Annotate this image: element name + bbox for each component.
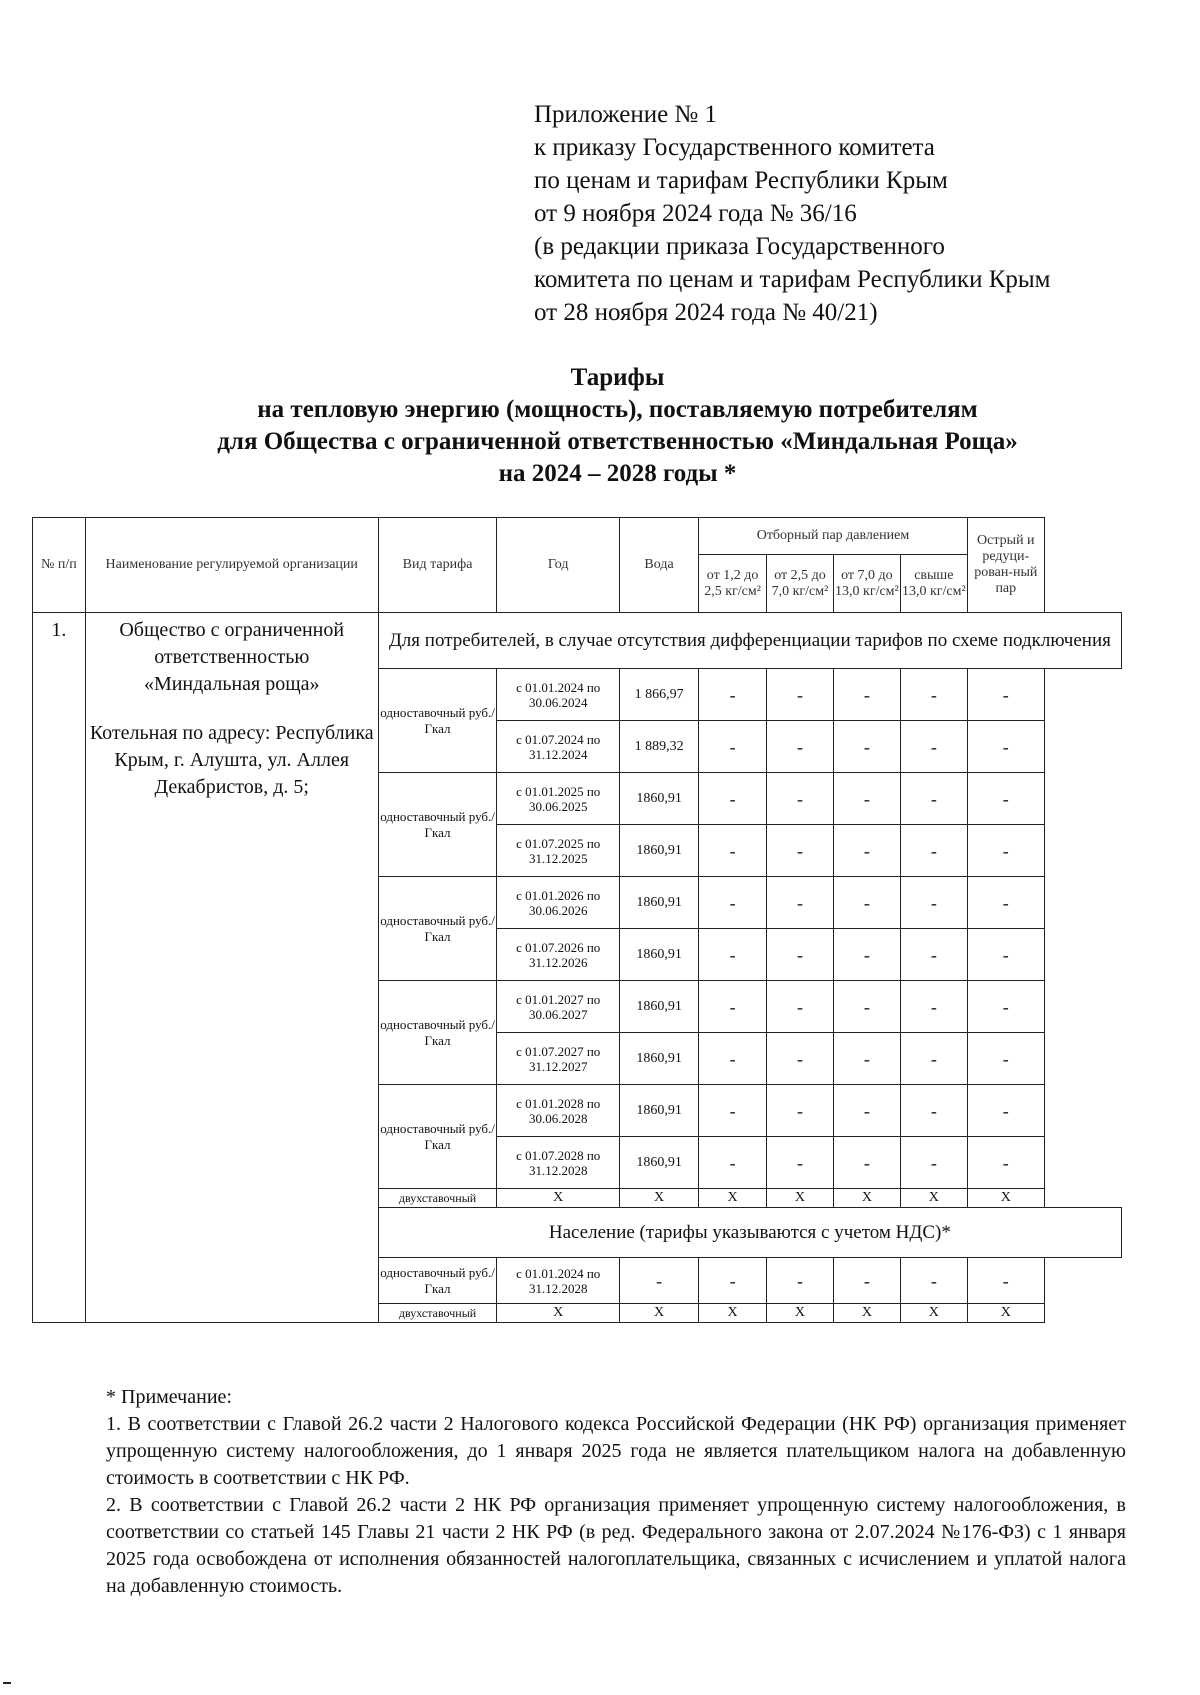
dash-cell: - xyxy=(833,773,900,825)
dash-cell: - xyxy=(699,877,767,929)
tariff-kind: двухставочный xyxy=(378,1304,497,1323)
title-line: на тепловую энергию (мощность), поставляемую потребителям xyxy=(257,396,978,423)
table-row xyxy=(33,613,1122,669)
dash-cell: - xyxy=(900,721,967,773)
period-cell: с 01.01.2024 по 31.12.2028 xyxy=(497,1258,620,1304)
dash-cell: - xyxy=(620,1258,699,1304)
title-line: Тарифы xyxy=(570,364,665,391)
title-line: для Общества с ограниченной ответственностью «Миндальная Роща» xyxy=(217,428,1018,455)
x-cell: X xyxy=(967,1189,1044,1208)
row-number: 1. xyxy=(33,613,86,1323)
dash-cell: - xyxy=(967,721,1044,773)
water-value: 1860,91 xyxy=(620,981,699,1033)
title-line: на 2024 – 2028 годы * xyxy=(498,460,737,487)
tariff-table xyxy=(32,517,1122,1323)
section-population: Население (тарифы указываются с учетом НДС)* xyxy=(378,1208,1121,1258)
water-value: 1860,91 xyxy=(620,1033,699,1085)
x-cell: X xyxy=(620,1189,699,1208)
water-value: 1860,91 xyxy=(620,877,699,929)
tariff-kind: одноставочный руб./Гкал xyxy=(378,981,497,1085)
scan-edge-mark xyxy=(3,1682,11,1684)
dash-cell: - xyxy=(767,773,834,825)
dash-cell: - xyxy=(699,1258,767,1304)
appendix-line: по ценам и тарифам Республики Крым xyxy=(534,167,948,194)
dash-cell: - xyxy=(699,929,767,981)
dash-cell: - xyxy=(900,1137,967,1189)
dash-cell: - xyxy=(767,669,834,721)
dash-cell: - xyxy=(833,825,900,877)
note-heading: * Примечание: xyxy=(106,1386,232,1408)
x-cell: X xyxy=(767,1189,834,1208)
water-value: 1860,91 xyxy=(620,773,699,825)
x-cell: X xyxy=(699,1189,767,1208)
header-year: Год xyxy=(497,518,620,613)
dash-cell: - xyxy=(699,825,767,877)
x-cell: X xyxy=(900,1189,967,1208)
dash-cell: - xyxy=(699,1033,767,1085)
dash-cell: - xyxy=(833,929,900,981)
dash-cell: - xyxy=(767,1137,834,1189)
dash-cell: - xyxy=(699,981,767,1033)
dash-cell: - xyxy=(699,1085,767,1137)
period-cell: с 01.07.2025 по 31.12.2025 xyxy=(497,825,620,877)
note-block xyxy=(106,1384,1126,1600)
header-steam-group: Отборный пар давлением xyxy=(699,518,968,555)
period-cell: с 01.07.2027 по 31.12.2027 xyxy=(497,1033,620,1085)
period-cell: с 01.07.2026 по 31.12.2026 xyxy=(497,929,620,981)
water-value: 1860,91 xyxy=(620,825,699,877)
appendix-line: от 9 ноября 2024 года № 36/16 xyxy=(534,200,857,227)
dash-cell: - xyxy=(767,721,834,773)
dash-cell: - xyxy=(967,981,1044,1033)
dash-cell: - xyxy=(833,1258,900,1304)
note-paragraph: 1. В соответствии с Главой 26.2 части 2 Налогового кодекса Российской Федерации (НК РФ) организация применяет упрощенную систему налогообложения, до 1 января 2025 года не является плательщиком налога на добавленную стоимость в соответствии с НК РФ. xyxy=(106,1413,1126,1489)
dash-cell: - xyxy=(833,1085,900,1137)
tariff-kind: одноставочный руб./Гкал xyxy=(378,669,497,773)
x-cell: X xyxy=(833,1189,900,1208)
tariff-kind: двухставочный xyxy=(378,1189,497,1208)
period-cell: с 01.07.2028 по 31.12.2028 xyxy=(497,1137,620,1189)
appendix-line: комитета по ценам и тарифам Республики Крым xyxy=(534,266,1051,293)
water-value: 1860,91 xyxy=(620,929,699,981)
x-cell: X xyxy=(833,1304,900,1323)
header-steam-2: от 2,5 до 7,0 кг/см² xyxy=(767,555,834,613)
dash-cell: - xyxy=(699,773,767,825)
dash-cell: - xyxy=(967,1258,1044,1304)
period-cell: с 01.01.2027 по 30.06.2027 xyxy=(497,981,620,1033)
dash-cell: - xyxy=(967,1033,1044,1085)
header-steam-3: от 7,0 до 13,0 кг/см² xyxy=(833,555,900,613)
dash-cell: - xyxy=(900,1258,967,1304)
x-cell: X xyxy=(967,1304,1044,1323)
dash-cell: - xyxy=(699,721,767,773)
dash-cell: - xyxy=(900,981,967,1033)
dash-cell: - xyxy=(967,669,1044,721)
dash-cell: - xyxy=(967,1085,1044,1137)
dash-cell: - xyxy=(967,929,1044,981)
org-address: Котельная по адресу: Республика Крым, г. Алушта, ул. Аллея Декабристов, д. 5; xyxy=(89,722,374,798)
dash-cell: - xyxy=(767,825,834,877)
dash-cell: - xyxy=(833,721,900,773)
dash-cell: - xyxy=(767,1085,834,1137)
dash-cell: - xyxy=(833,981,900,1033)
dash-cell: - xyxy=(767,981,834,1033)
org-cell xyxy=(85,613,378,1323)
dash-cell: - xyxy=(967,825,1044,877)
appendix-line: к приказу Государственного комитета xyxy=(534,134,935,161)
header-steam-4: свыше 13,0 кг/см² xyxy=(900,555,967,613)
dash-cell: - xyxy=(767,1258,834,1304)
appendix-line: Приложение № 1 xyxy=(534,101,718,128)
header-org-name: Наименование регулируемой организации xyxy=(85,518,378,613)
header-sharp-steam: Острый и редуци-рован-ный пар xyxy=(967,518,1044,613)
dash-cell: - xyxy=(900,877,967,929)
x-cell: X xyxy=(767,1304,834,1323)
tariff-kind: одноставочный руб./Гкал xyxy=(378,1085,497,1189)
x-cell: X xyxy=(497,1189,620,1208)
section-consumers: Для потребителей, в случае отсутствия дифференциации тарифов по схеме подключения xyxy=(378,613,1121,669)
water-value: 1860,91 xyxy=(620,1137,699,1189)
dash-cell: - xyxy=(967,1137,1044,1189)
period-cell: с 01.01.2024 по 30.06.2024 xyxy=(497,669,620,721)
x-cell: X xyxy=(497,1304,620,1323)
tariff-kind: одноставочный руб./Гкал xyxy=(378,773,497,877)
appendix-block xyxy=(534,98,1134,329)
dash-cell: - xyxy=(699,669,767,721)
dash-cell: - xyxy=(900,669,967,721)
period-cell: с 01.01.2028 по 30.06.2028 xyxy=(497,1085,620,1137)
header-number: № п/п xyxy=(33,518,86,613)
x-cell: X xyxy=(620,1304,699,1323)
dash-cell: - xyxy=(900,1033,967,1085)
water-value: 1860,91 xyxy=(620,1085,699,1137)
dash-cell: - xyxy=(833,669,900,721)
dash-cell: - xyxy=(833,1033,900,1085)
appendix-line: от 28 ноября 2024 года № 40/21) xyxy=(534,299,878,326)
water-value: 1 866,97 xyxy=(620,669,699,721)
dash-cell: - xyxy=(767,877,834,929)
dash-cell: - xyxy=(699,1137,767,1189)
org-name: Общество с ограниченной ответственностью «Миндальная роща» xyxy=(119,619,345,695)
water-value: 1 889,32 xyxy=(620,721,699,773)
dash-cell: - xyxy=(767,929,834,981)
tariff-kind: одноставочный руб./Гкал xyxy=(378,877,497,981)
header-steam-1: от 1,2 до 2,5 кг/см² xyxy=(699,555,767,613)
period-cell: с 01.07.2024 по 31.12.2024 xyxy=(497,721,620,773)
dash-cell: - xyxy=(900,1085,967,1137)
dash-cell: - xyxy=(833,1137,900,1189)
header-water: Вода xyxy=(620,518,699,613)
tariff-kind: одноставочный руб./Гкал xyxy=(378,1258,497,1304)
dash-cell: - xyxy=(900,773,967,825)
dash-cell: - xyxy=(767,1033,834,1085)
dash-cell: - xyxy=(900,929,967,981)
x-cell: X xyxy=(900,1304,967,1323)
dash-cell: - xyxy=(967,773,1044,825)
dash-cell: - xyxy=(900,825,967,877)
document-title xyxy=(60,362,1175,490)
note-paragraph: 2. В соответствии с Главой 26.2 части 2 НК РФ организация применяет упрощенную систему налогообложения, в соответствии со статьей 145 Главы 21 части 2 НК РФ (в ред. Федерального закона от 2.07.2024 №176-ФЗ) с 1 января 2025 года освобождена от исполнения обязанностей налогоплательщика, связанных с исчислением и уплатой налога на добавленную стоимость. xyxy=(106,1494,1126,1597)
period-cell: с 01.01.2026 по 30.06.2026 xyxy=(497,877,620,929)
period-cell: с 01.01.2025 по 30.06.2025 xyxy=(497,773,620,825)
dash-cell: - xyxy=(833,877,900,929)
dash-cell: - xyxy=(967,877,1044,929)
x-cell: X xyxy=(699,1304,767,1323)
header-tariff-kind: Вид тарифа xyxy=(378,518,497,613)
appendix-line: (в редакции приказа Государственного xyxy=(534,233,945,260)
